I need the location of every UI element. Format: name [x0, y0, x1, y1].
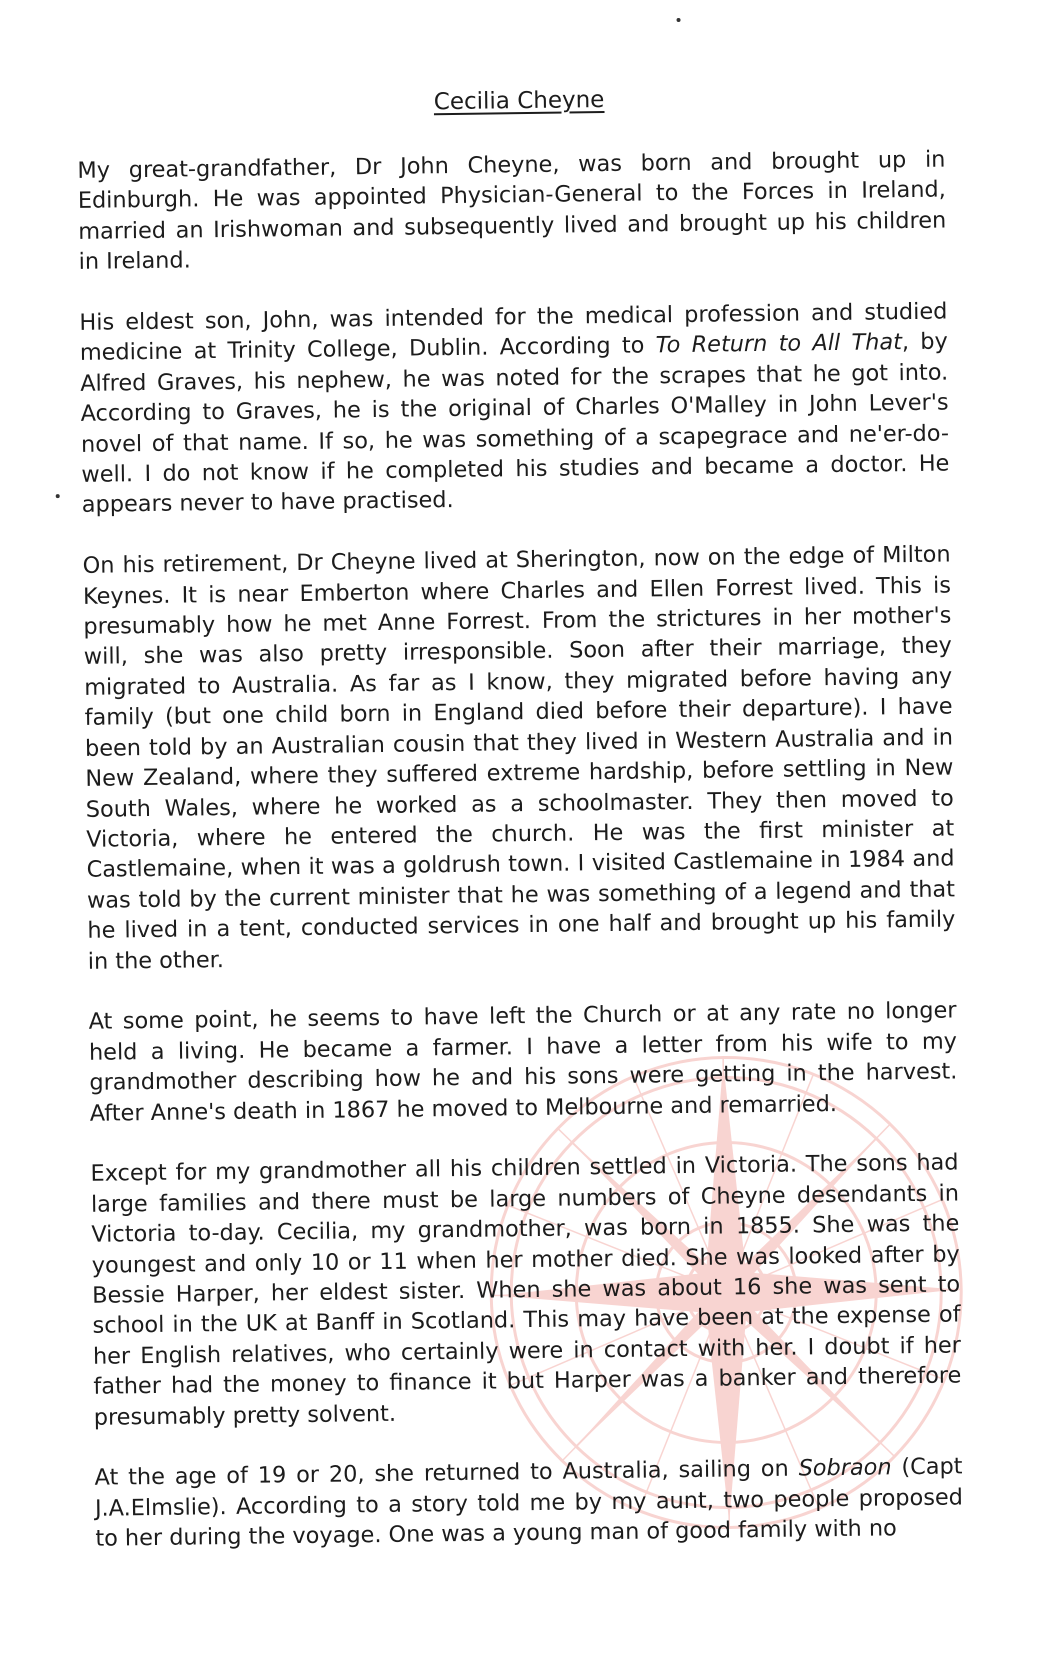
paragraph-text: His eldest son, John, was intended for the medical profession and studied medicine at Trinity College, Dublin. According to — [79, 299, 947, 367]
paragraph-text: On his retirement, Dr Cheyne lived at Sherington, now on the edge of Milton Keynes. It is near Emberton where Charles and Ellen Forrest lived. This is presumably how he met Anne Forrest. From the strictures in her mother's will, she was also pretty irresponsible. Soon after their marriage, they migrated to Australia. As far as I know, they migrated before having any family (but one child born in England died before their departure). I have been told by an Australian cousin that they lived in Western Australia and in New Zealand, where they suffered extreme hardship, before settling in New South Wales, where he worked as a schoolmaster. They then moved to Victoria, where he entered the church. He was the first minister at Castlemaine, when it was a goldrush town. I visited Castlemaine in 1984 and was told by the current minister that he was something of a legend and that he lived in a tent, conducted services in one half and brought up his family in the other. — [82, 542, 955, 975]
paragraph-text: (Capt J.A.Elmslie). According to a story told me by my aunt, two people proposed to her during the voyage. One was a young man of good family with no — [95, 1454, 963, 1552]
paragraph — [82, 540, 955, 977]
paragraph — [94, 1452, 963, 1555]
book-title: To Return to All That — [656, 330, 903, 359]
paragraph-text: , by Alfred Graves, his nephew, he was noted for the scrapes that he got into. According to Graves, he is the original of Charles O'Malley in John Lever's novel of that name. If so, he was something of a scapegrace and ne'er-do-well. I do not know if he completed his studies and became a doctor. He appears never to have practised. — [80, 329, 949, 518]
paragraph-text: My great-grandfather, Dr John Cheyne, was born and brought up in Edinburgh. He was appointed Physician-General to the Forces in Ireland, married an Irishwoman and subsequently lived and brought up his children in Ireland. — [77, 147, 946, 276]
paragraph — [90, 1148, 962, 1433]
document-title: Cecilia Cheyne — [0, 79, 1048, 123]
paragraph — [88, 996, 958, 1129]
paragraph — [77, 145, 947, 278]
ship-name: Sobraon — [798, 1455, 891, 1482]
paragraph-text: At the age of 19 or 20, she returned to Australia, sailing on — [94, 1456, 798, 1491]
page-speck — [56, 494, 60, 498]
document-body — [77, 145, 964, 1585]
paragraph — [79, 297, 950, 521]
paragraph-text: Except for my grandmother all his children settled in Victoria. The sons had large families and there must be large numbers of Cheyne desendants in Victoria to-day. Cecilia, my grandmother, was born in 1855. She was the youngest and only 10 or 11 when her mother died. She was looked after by Bessie Harper, her eldest sister. When she was about 16 she was sent to school in the UK at Banff in Scotland. This may have been at the expense of her English relatives, who certainly were in contact with her. I doubt if her father had the money to finance it but Harper was a banker and therefore presumably pretty solvent. — [90, 1150, 961, 1431]
paragraph-text: At some point, he seems to have left the Church or at any rate no longer held a living. He became a farmer. I have a letter from his wife to my grandmother describing how he and his sons were getting in the harvest. After Anne's death in 1867 he moved to Melbourne and remarried. — [88, 998, 957, 1127]
page-speck — [677, 18, 681, 22]
